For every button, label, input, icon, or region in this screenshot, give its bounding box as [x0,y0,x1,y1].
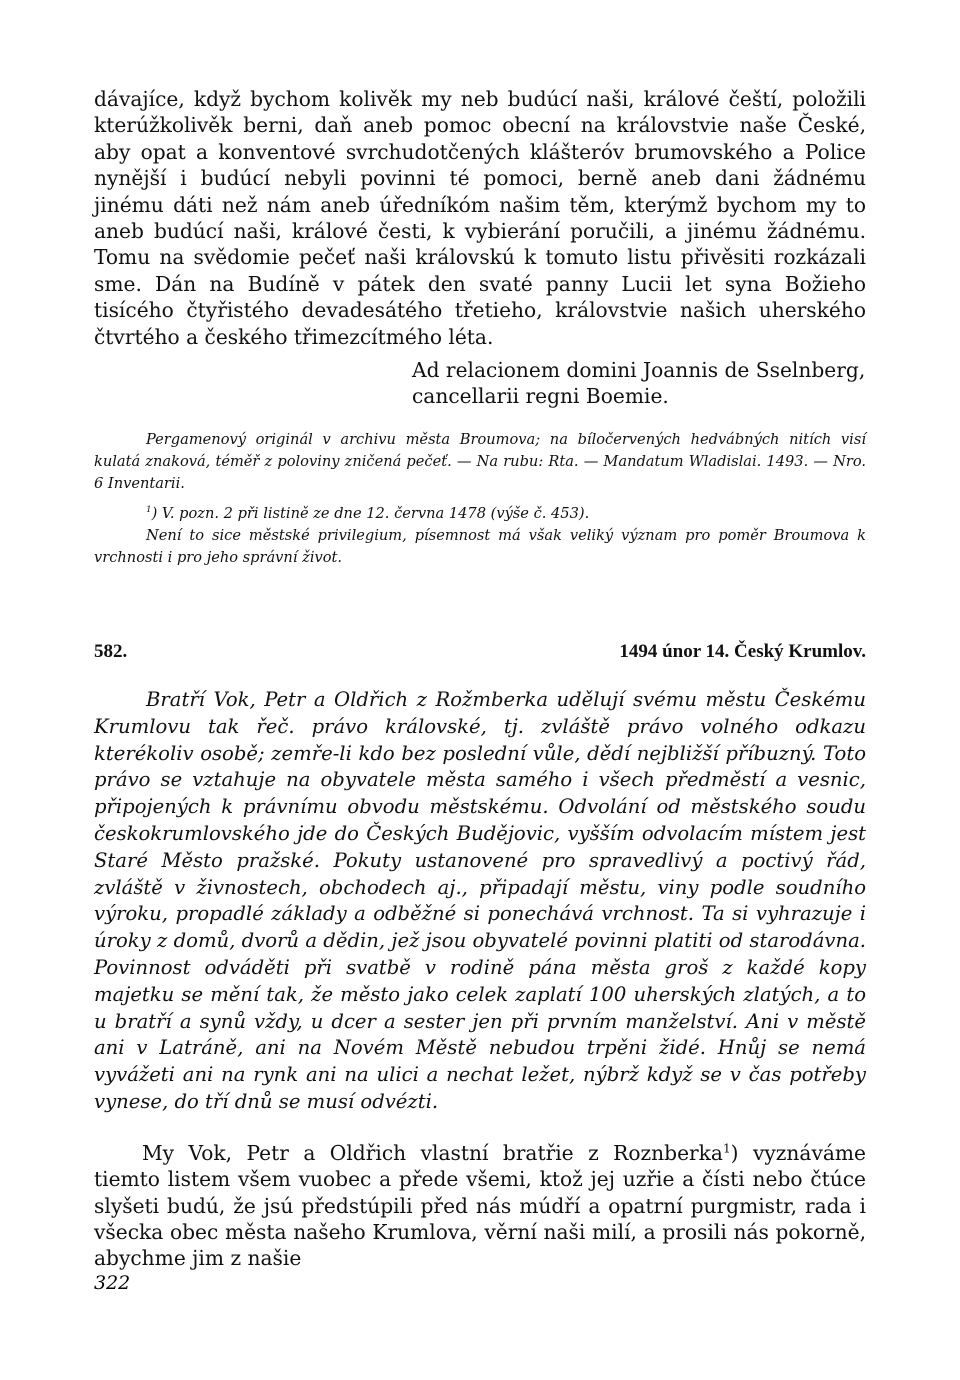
commentary-note: Není to sice městské privilegium, písemnost má však veliký význam pro poměr Broumova k vrchnosti i pro jeho správní život. [94,527,866,567]
footnote [94,503,866,525]
document-text-rest: ) vyznáváme tiemto listem všem vuobec a přede všemi, ktož jej uzřie a čísti nebo čtúce slyšeti budú, že jsú předstúpili před nás múdří a opatrní purgmistr, rada i všecka obec města našeho Krumlova, věrní naši milí, a prosili nás pokorně, abychme jim z našie [94,1140,866,1271]
footnote-text: ) V. pozn. 2 při listině ze dne 12. června 1478 (výše č. 453). [151,505,590,523]
document-text [94,1140,866,1272]
entry-heading [94,641,866,663]
editorial-notes [94,429,866,569]
document-footnote-mark: 1 [722,1141,731,1156]
page-content [94,86,866,1292]
entry-number: 582. [94,641,128,663]
document-text-start: My Vok, Petr a Oldřich vlastní bratřie z Roznberka [142,1140,723,1165]
chancery-note-line-2: cancellarii regni Boemie. [412,384,669,409]
continuation-paragraph: dávajíce, když bychom kolivěk my neb budúcí naši, králové čeští, položili kterúžkolivěk berni, daň aneb pomoc obecní na královstvie naše České, aby opat a konventové svrchudotčených klášteróv brumovského a Police nynější i budúcí nebyli povinni té pomoci, berně aneb dani žádnému jinému dáti než nám aneb úředníkóm našim těm, kterýmž bychom my to aneb budúcí naši, králové česti, k vybierání poručili, a jinému žádnému. Tomu na svědomie pečeť naši královskú k tomuto listu přivěsiti rozkázali sme. Dán na Budíně v pátek den svaté panny Lucii let syna Božieho tisícého čtyřistého devadesátého třetieho, královstvie našich uherského čtvrtého a českého třimezcítmého léta. [94,87,866,349]
entry-date-place: 1494 únor 14. Český Krumlov. [619,641,866,663]
footnote-mark: 1 [146,505,152,516]
page-number: 322 [94,1272,131,1294]
regest-paragraph: Bratří Vok, Petr a Oldřich z Rožmberka udělují svému městu Českému Krumlovu tak řeč. právo královské, tj. zvláště právo volného odkazu kterékoliv osobě; zemře-li kdo bez poslední vůle, dědí nejbližší příbuzný. Toto právo se vztahuje na obyvatele města samého i všech předměstí a vesnic, připojených k právnímu obvodu městskému. Odvolání od městského soudu českokrumlovského jde do Českých Budějovic, vyšším odvolacím místem jest Staré Město pražské. Pokuty ustanovené pro spravedlivý a poctivý řád, zvláště v živnostech, obchodech aj., připadají městu, viny podle soudního výroku, propadlé základy a odběžné si ponechává vrchnost. Ta si vyhrazuje i úroky z domů, dvorů a dědin, jež jsou obyvatelé povinni platiti od starodávna. Povinnost odváděti při svatbě v rodině pána města groš z každé kopy majetku se mění tak, že město jako celek zaplatí 100 uherských zlatých, a to u bratří a synů vždy, u dcer a sester jen při prvním manželství. Ani v městě ani v Latráně, ani na Novém Městě nebudou trpěni židé. Hnůj se nemá vyvážeti ani na rynk ani na ulici a nechat ležet, nýbrž když se v čas potřeby vynese, do tří dnů se musí odvézti. [94,688,866,1114]
chancery-note-line-1: Ad relacionem domini Joannis de Sselnberg, [412,358,866,383]
source-note: Pergamenový originál v archivu města Broumova; na bíločervených hedvábných nitích visí kulatá znaková, téměř z poloviny zničená pečeť. — Na rubu: Rta. — Mandatum Wladislai. 1493. — Nro. 6 Inventarii. [94,431,866,493]
chancery-note [412,357,866,409]
